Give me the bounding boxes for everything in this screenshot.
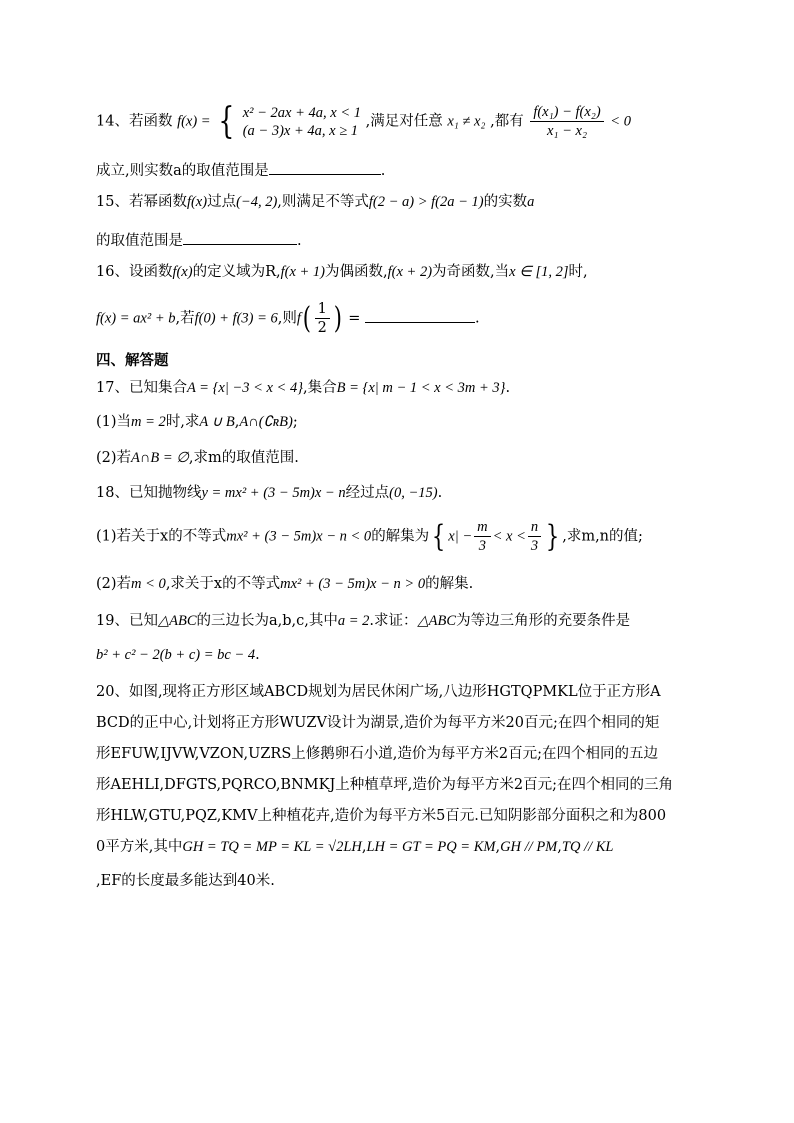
q16-lparen: ( bbox=[302, 300, 311, 336]
q17-setA: A = {x| −3 < x < 4} bbox=[186, 380, 304, 396]
q14-fraction bbox=[530, 103, 603, 140]
q14-func: f(x) = bbox=[177, 113, 211, 130]
question-15-line2 bbox=[96, 230, 302, 251]
q17-end: . bbox=[505, 380, 511, 396]
q19-cond: b² + c² − 2(b + c) = bc − 4 bbox=[96, 647, 256, 663]
q18-lbrace: { bbox=[432, 518, 446, 554]
q18-m-num: m bbox=[474, 518, 490, 537]
q16-fx1: f(x + 1) bbox=[280, 264, 326, 280]
question-19-line2 bbox=[96, 645, 260, 665]
q20-eq1: GH = TQ = MP = KL = √2LH bbox=[182, 839, 362, 855]
question-19-line1 bbox=[96, 611, 630, 631]
q15-mid: ,则满足不等式 bbox=[277, 194, 369, 210]
q18-p1-a: (1)若关于x的不等式 bbox=[96, 528, 227, 545]
question-16-line2 bbox=[96, 300, 480, 337]
question-20-line7: ,EF的长度最多能达到40米. bbox=[96, 873, 275, 889]
q16-half-num: 1 bbox=[315, 300, 330, 319]
q17-p1-c: , bbox=[234, 414, 240, 430]
q18-parab: y = mx² + (3 − 5m)x − n bbox=[201, 485, 346, 501]
q20-l6e: , bbox=[557, 839, 562, 855]
q19-a-eq: a = 2 bbox=[337, 613, 370, 629]
q15-ineq: f(2 − a) > f(2a − 1) bbox=[368, 194, 484, 210]
question-20-line2: BCD的正中心,计划将正方形WUZV设计为湖景,造价为每平方米20百元;在四个相同的矩 bbox=[96, 715, 660, 731]
q17-prefix: 17、已知集合 bbox=[96, 380, 187, 396]
q18-rbrace: } bbox=[545, 518, 560, 554]
q17-mid: ,集合 bbox=[303, 380, 337, 396]
question-20-line5: 形HLW,GTU,PQZ,KMV上种植花卉,造价为每平方米5百元.已知阴影部分面积之和为800 bbox=[96, 808, 667, 824]
q20-l6d: , bbox=[495, 839, 501, 855]
q17-p1-m: m = 2 bbox=[131, 414, 166, 430]
q14-end: . bbox=[380, 163, 386, 179]
q19-prefix: 19、已知 bbox=[96, 613, 158, 629]
q14-rel: < 0 bbox=[610, 113, 631, 130]
q16-odd: 为奇函数,当 bbox=[432, 264, 510, 280]
q16-fx2: f(x + 2) bbox=[387, 264, 433, 280]
q18-p2-a: (2)若 bbox=[96, 576, 132, 592]
q14-prefix: 14、若函数 bbox=[96, 113, 173, 130]
q18-m-frac bbox=[474, 518, 490, 555]
q14-have: ,都有 bbox=[490, 113, 524, 130]
question-20-line1: 20、如图,现将正方形区域ABCD规划为居民休闲广场,八边形HGTQPMKL位于正方形A bbox=[96, 684, 661, 700]
q18-n-den: 3 bbox=[530, 538, 539, 554]
q20-eq3: GH // PM bbox=[500, 839, 558, 855]
q16-fx: f(x) bbox=[172, 264, 193, 280]
question-14-line1 bbox=[96, 100, 631, 142]
q18-pass: 经过点 bbox=[345, 485, 390, 501]
q18-point: (0, −15) bbox=[389, 485, 438, 501]
q17-p1-b: 时,求 bbox=[165, 414, 200, 430]
q16-even: 为偶函数, bbox=[325, 264, 388, 280]
q16-eq: = bbox=[348, 310, 361, 327]
q16-domain: 的定义域为R, bbox=[192, 264, 281, 280]
q16-half bbox=[315, 300, 330, 337]
q14-answer-blank[interactable] bbox=[269, 160, 381, 175]
q14-case2: (a − 3)x + 4a, x ≥ 1 bbox=[242, 122, 359, 139]
q18-n-num: n bbox=[528, 518, 541, 537]
q16-prefix: 16、设函数 bbox=[96, 264, 173, 280]
question-15-line1 bbox=[96, 192, 534, 212]
question-14-line2 bbox=[96, 160, 385, 181]
question-20-line3: 形EFUW,IJVW,VZON,UZRS上修鹅卵石小道,造价为每平方米2百元;在四个相同的五边 bbox=[96, 746, 659, 762]
q18-set-x: x| − bbox=[448, 528, 473, 545]
question-16-line1 bbox=[96, 262, 588, 282]
q18-p1-c: ,求m,n的值; bbox=[562, 528, 643, 545]
question-17-line1 bbox=[96, 378, 510, 398]
q15-prefix: 15、若幂函数 bbox=[96, 194, 187, 210]
q18-p2-cond: m < 0 bbox=[131, 576, 166, 592]
q16-interval: x ∈ [1, 2] bbox=[509, 264, 569, 280]
q18-p2-b: ,求关于x的不等式 bbox=[165, 576, 281, 592]
q17-p1-end: ; bbox=[292, 414, 298, 430]
q16-rparen: ) bbox=[333, 300, 342, 336]
q14-cases bbox=[243, 104, 361, 140]
q15-answer-blank[interactable] bbox=[183, 230, 297, 245]
question-18-line1 bbox=[96, 483, 442, 503]
q14-line2: 成立,则实数a的取值范围是 bbox=[96, 163, 269, 179]
q15-line2: 的取值范围是 bbox=[96, 233, 183, 249]
q20-l6a: 0平方米,其中 bbox=[96, 839, 183, 855]
q17-setB: B = {x| m − 1 < x < 3m + 3} bbox=[336, 380, 506, 396]
q14-brace: { bbox=[218, 100, 235, 142]
q18-m-den: 3 bbox=[478, 538, 486, 554]
q14-cond: x₁ ≠ x₂ bbox=[447, 113, 486, 130]
question-18-part2 bbox=[96, 574, 473, 594]
q16-answer-blank[interactable] bbox=[365, 308, 475, 323]
q15-point: (−4, 2) bbox=[236, 194, 278, 210]
q14-frac-num: f(x₁) − f(x₂) bbox=[530, 103, 603, 122]
q16-cond: f(0) + f(3) = 6 bbox=[194, 310, 278, 327]
q18-p1-ineq: mx² + (3 − 5m)x − n < 0 bbox=[226, 528, 372, 545]
q20-eq4: TQ // KL bbox=[561, 839, 614, 855]
q18-n-frac bbox=[528, 518, 541, 555]
q19-b: 的三边长为a,b,c,其中 bbox=[196, 613, 338, 629]
q16-cond-mid: ,若 bbox=[175, 310, 195, 327]
question-20-line4: 形AEHLI,DFGTS,PQRCO,BNMKJ上种植草坪,造价为每平方米2百元;在四个相同的三角 bbox=[96, 777, 673, 793]
q18-prefix: 18、已知抛物线 bbox=[96, 485, 202, 501]
q16-ask-f: f bbox=[296, 310, 301, 327]
question-20-line6 bbox=[96, 837, 613, 857]
q20-l6c: , bbox=[361, 839, 367, 855]
q16-expr: f(x) = ax² + b bbox=[96, 310, 176, 327]
q17-p1-a: (1)当 bbox=[96, 414, 132, 430]
q18-p2-ineq: mx² + (3 − 5m)x − n > 0 bbox=[280, 576, 426, 592]
q18-p2-c: 的解集. bbox=[425, 576, 474, 592]
q18-p1-b: 的解集为 bbox=[371, 528, 430, 545]
q14-frac-den: x₁ − x₂ bbox=[547, 123, 587, 139]
q17-p1-union: A ∪ B bbox=[199, 414, 235, 430]
q18-lt: < x < bbox=[492, 528, 526, 545]
q14-case1: x² − 2ax + 4a, x < 1 bbox=[242, 104, 361, 121]
q15-fx: f(x) bbox=[186, 194, 208, 210]
q19-d: 为等边三角形的充要条件是 bbox=[456, 613, 631, 629]
q17-p2-b: ,求m的取值范围. bbox=[188, 450, 299, 466]
q14-mid: ,满足对任意 bbox=[365, 113, 443, 130]
question-17-part2 bbox=[96, 448, 299, 468]
q19-end: . bbox=[255, 647, 260, 663]
q16-half-den: 2 bbox=[317, 320, 327, 336]
q17-p1-inter: A∩(∁ʀB) bbox=[239, 414, 293, 430]
q19-c: .求证： bbox=[369, 613, 418, 629]
section-4-title: 四、解答题 bbox=[96, 352, 169, 369]
q20-eq2: LH = GT = PQ = KM bbox=[366, 839, 496, 855]
q15-end: . bbox=[297, 233, 302, 249]
q19-tri2: △ABC bbox=[417, 613, 457, 629]
q19-tri: △ABC bbox=[157, 613, 197, 629]
question-18-part1 bbox=[96, 518, 643, 555]
q15-tail: 的实数 bbox=[483, 194, 528, 210]
q17-p2-cond: A∩B = ∅ bbox=[131, 450, 189, 466]
question-17-part1 bbox=[96, 412, 298, 432]
q16-end: . bbox=[474, 310, 480, 327]
q16-when: 时, bbox=[568, 264, 588, 280]
q15-var: a bbox=[527, 194, 535, 210]
q17-p2-a: (2)若 bbox=[96, 450, 132, 466]
q18-end: . bbox=[437, 485, 443, 501]
q15-pass: 过点 bbox=[207, 194, 237, 210]
q16-then: ,则 bbox=[277, 310, 297, 327]
